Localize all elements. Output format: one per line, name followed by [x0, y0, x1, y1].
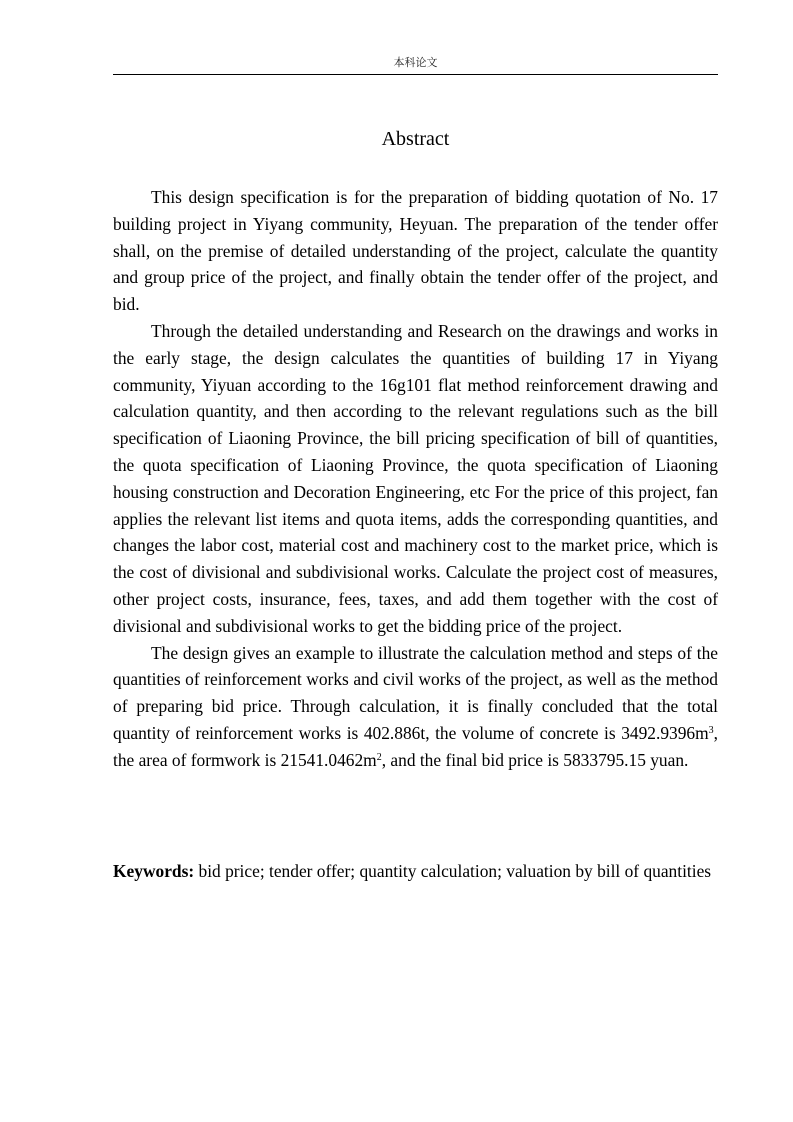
cubic-exponent: 3 — [708, 724, 714, 736]
abstract-paragraph-1: This design specification is for the preparation of bidding quotation of No. 17 building project in Yiyang community, Heyuan. The preparation of the tender offer shall, on the premise of detailed understanding of the project, calculate the quantity and group price of the project, and finally obtain the tender offer of the project, and bid. — [113, 187, 718, 315]
paragraph-3-text-3: , and the final bid price is 5833795.15 yuan. — [381, 749, 689, 770]
keywords-line — [113, 858, 718, 885]
running-header — [113, 56, 718, 75]
abstract-paragraph-2: Through the detailed understanding and Research on the drawings and works in the early stage, the design calculates the quantities of building 17 in Yiyang community, Yiyuan according to the 16g101 flat method reinforcement drawing and calculation quantity, and then according to the relevant regulations such as the bill specification of Liaoning Province, the bill pricing specification of bill of quantities, the quota specification of Liaoning Province, the quota specification of Liaoning housing construction and Decoration Engineering, etc For the price of this project, fan applies the relevant list items and quota items, adds the corresponding quantities, and changes the labor cost, material cost and machinery cost to the market price, which is the cost of divisional and subdivisional works. Calculate the project cost of measures, other project costs, insurance, fees, taxes, and add them together with the cost of divisional and subdivisional works to get the bidding price of the project. — [113, 320, 718, 636]
square-exponent: 2 — [376, 751, 382, 763]
keywords-text: bid price; tender offer; quantity calculation; valuation by bill of quantities — [194, 861, 712, 881]
abstract-title: Abstract — [381, 128, 450, 150]
running-header-title: 本科论文 — [393, 56, 438, 69]
keywords-label: Keywords: — [113, 861, 195, 881]
paragraph-3-text-2: , the area of formwork is 21541.0462m — [113, 722, 718, 770]
abstract-paragraph-3 — [113, 640, 718, 774]
paragraph-3-text-1: The design gives an example to illustrate the calculation method and steps of the quantities of reinforcement works and civil works of the project, as well as the method of preparing bid price. Through calculation, it is finally concluded that the total quantity of reinforcement works is 402.886t, the volume of concrete is 3492.9396m — [113, 642, 718, 743]
abstract-body — [113, 184, 718, 774]
